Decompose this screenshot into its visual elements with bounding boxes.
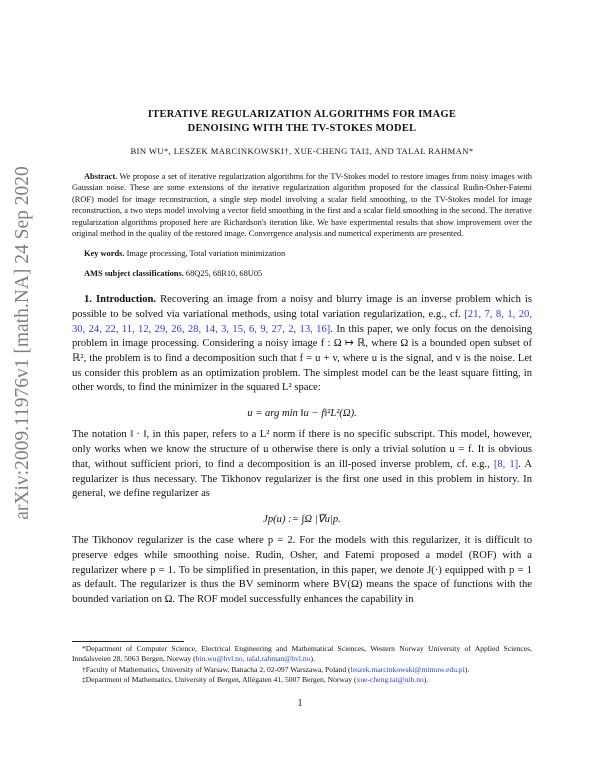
keywords-text: Image processing, Total variation minimization — [126, 249, 286, 259]
footnote-3-text: ‡Department of Mathematics, University of Bergen, Allégaten 41, 5007 Bergen, Norway ( — [82, 674, 357, 684]
footnote-2 — [72, 665, 532, 675]
title-line-2: DENOISING WITH THE TV-STOKES MODEL — [187, 123, 417, 134]
author-list: BIN WU*, LESZEK MARCINKOWSKI†, XUE-CHENG TAI‡, AND TALAL RAHMAN* — [130, 146, 474, 156]
paper-title — [72, 108, 532, 136]
footnote-2-email[interactable]: leszek.marcinkowski@mimuw.edu.pl — [350, 664, 465, 674]
ams-classifications — [72, 268, 532, 279]
equation-2: Jp(u) := ∫Ω |∇u|p. — [263, 513, 341, 525]
intro-paragraph-1 — [72, 293, 532, 396]
intro-paragraph-3: The Tikhonov regularizer is the case where p = 2. For the models with this regularizer, it is difficult to preserve edges while smoothing noise. Rudin, Osher, and Fatemi proposed a model (ROF) with a regularizer where p = 1. To be simplified in presentation, in this paper, we denote J(·) equipped with p = 1 as default. The regularizer is thus the BV seminorm where BV(Ω) means the space of functions with the bounded variation on Ω. The ROF model successfully enhances the capability in — [72, 535, 532, 606]
ams-label: AMS subject classifications. — [84, 268, 184, 278]
citation-link[interactable]: [8, 1] — [493, 458, 519, 470]
abstract-label: Abstract. — [84, 172, 118, 181]
footnote-1-end: ). — [310, 654, 315, 664]
footnote-3-end: ). — [423, 674, 429, 684]
section-heading: 1. Introduction. — [84, 294, 157, 306]
footnotes — [72, 644, 532, 685]
intro-text-1a: Recovering an image from a noisy and blurry image is an inverse problem which is possible to be solved via variational methods, using total variation regularization, e.g., cf. — [72, 294, 532, 320]
keywords-label: Key words. — [84, 249, 125, 259]
intro-text-1b: . In this paper, we only focus on the denoising problem in image processing. Considering a noisy image f : Ω ↦ ℝ, where Ω is a bounded open subset of ℝ², the problem is to find a decomposition such that f = u + v, where u is the signal, and v is the noise. Let us consider this problem as an optimization problem. The simplest model can be the least square fitting, in other words, to find the minimizer in the squared L² space: — [72, 323, 532, 394]
equation-1: u = arg min ‖u − f‖²L²(Ω). — [247, 407, 357, 419]
arxiv-identifier: arXiv:2009.11976v1 [math.NA] 24 Sep 2020 — [12, 166, 33, 520]
intro-paragraph-2 — [72, 428, 532, 502]
footnote-1-text: *Department of Computer Science, Electrical Engineering and Mathematical Sciences, Western Norway University of Applied Sciences, Inndalsveien 28, 5063 Bergen, Norway ( — [72, 644, 532, 664]
footnote-3-email[interactable]: xue-cheng.tai@uib.no — [356, 674, 424, 684]
footnote-2-end: ). — [464, 664, 470, 674]
footnote-3 — [72, 675, 532, 685]
footnote-rule — [72, 641, 184, 642]
footnote-1-email[interactable]: bin.wu@hvl.no, talal.rahman@hvl.no — [195, 654, 311, 664]
keywords — [72, 248, 532, 259]
paper-page — [72, 108, 532, 618]
footnote-1 — [72, 644, 532, 665]
page-number: 1 — [297, 698, 303, 709]
intro-text-2b: . A regularizer is thus necessary. The Tikhonov regularizer is the first one used in this problem in history. In general, we define regularizer as — [72, 458, 533, 500]
title-line-1: ITERATIVE REGULARIZATION ALGORITHMS FOR IMAGE — [147, 109, 457, 120]
citation-link[interactable]: [21, 7, 8, 1, 20, 30, 24, 22, 11, 12, 29, 26, 28, 14, 3, 15, 6, 9, 27, 2, 13, 16] — [72, 308, 532, 335]
abstract-text: We propose a set of iterative regularization algorithms for the TV-Stokes model to restore images from noisy images with Gaussian noise. These are some extensions of the iterative regularization algorithm proposed for the classical Rudin-Osher-Fatemi (ROF) model for image reconstruction, a single step model involving a scalar field smoothing, to the TV-Stokes model for image reconstruction, a two steps model involving a vector field smoothing in the first and a scalar field smoothing in the second. The iterative regularization algorithms proposed here are Richardson's iteration like. We have experimental results that show improvement over the original method in the quality of the restored image. Convergence analysis and numerical experiments are presented. — [72, 172, 532, 239]
abstract — [72, 171, 532, 239]
ams-text: 68Q25, 68R10, 68U05 — [185, 268, 263, 278]
intro-text-2a: The notation ‖ · ‖, in this paper, refers to a L² norm if there is no specific subscript. This model, however, only works when we know the structure of u otherwise there is only a trivial solution u = f. It is obvious that, without sufficient priori, to find a decomposition is an ill-posed inverse problem, cf. e.g., — [72, 429, 532, 470]
footnote-2-text: †Faculty of Mathematics, University of Warsaw, Banacha 2, 02-097 Warszawa, Poland ( — [82, 664, 351, 674]
